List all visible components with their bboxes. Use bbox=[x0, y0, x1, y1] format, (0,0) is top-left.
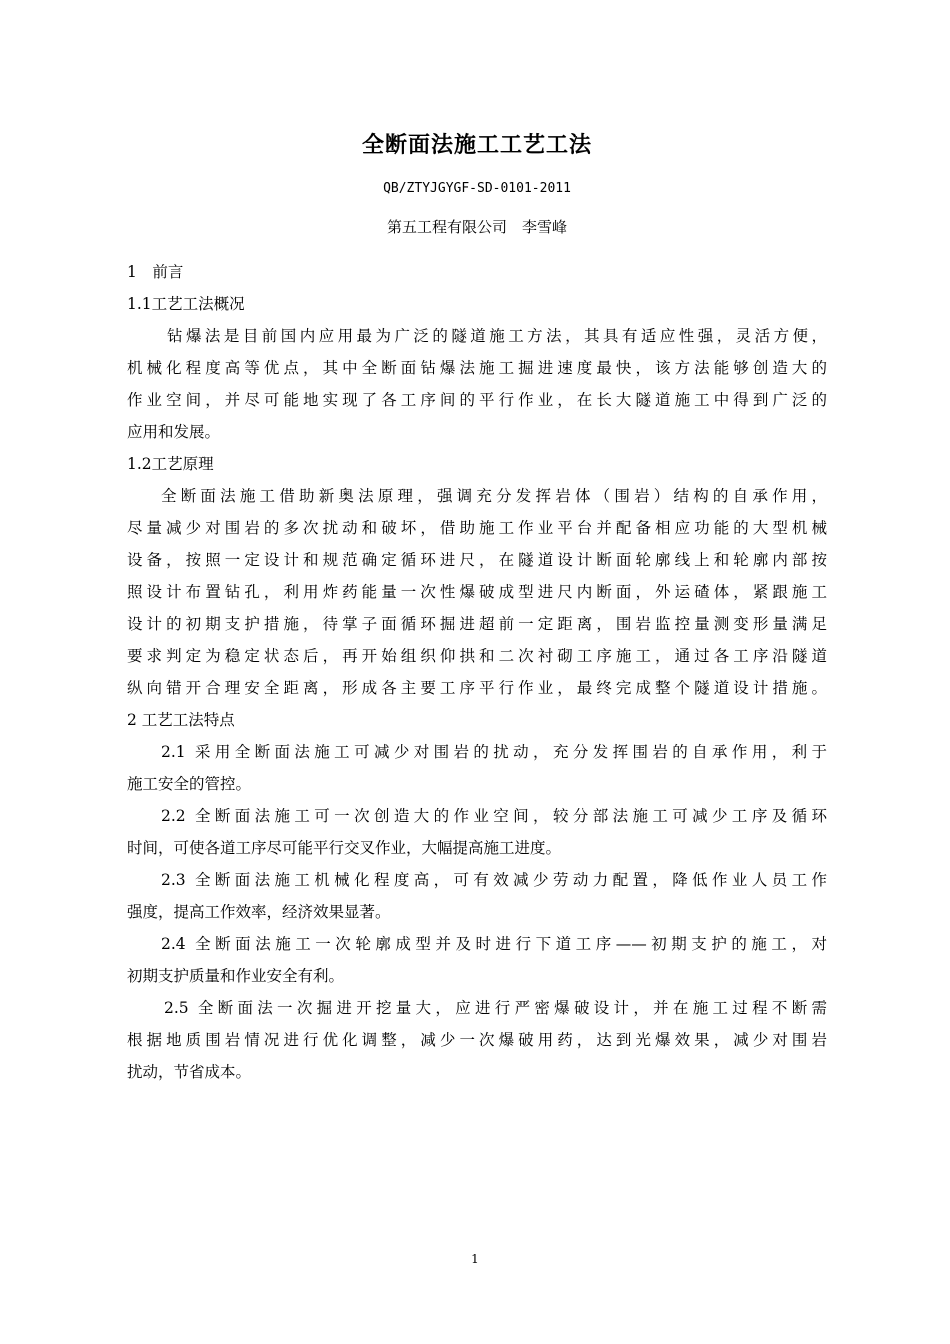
paragraph-line: 施工安全的管控。 bbox=[127, 775, 252, 793]
paragraph-line: 2.3 全断面法施工机械化程度高，可有效减少劳动力配置，降低作业人员工作 bbox=[161, 871, 827, 889]
paragraph-line: 作业空间，并尽可能地实现了各工序间的平行作业，在长大隧道施工中得到广泛的 bbox=[127, 391, 827, 409]
paragraph-line: 全断面法施工借助新奥法原理，强调充分发挥岩体（围岩）结构的自承作用， bbox=[161, 487, 827, 505]
paragraph-line: 设计的初期支护措施，待掌子面循环掘进超前一定距离，围岩监控量测变形量满足 bbox=[127, 615, 827, 633]
paragraph-line: 2.5 全断面法一次掘进开挖量大，应进行严密爆破设计，并在施工过程不断需 bbox=[164, 999, 827, 1017]
paragraph-line: 根据地质围岩情况进行优化调整，减少一次爆破用药，达到光爆效果，减少对围岩 bbox=[127, 1031, 827, 1049]
section-2-2-paragraph bbox=[127, 800, 827, 864]
paragraph-line: 2.4 全断面法施工一次轮廓成型并及时进行下道工序——初期支护的施工，对 bbox=[161, 935, 827, 953]
page-number: 1 bbox=[471, 1252, 479, 1266]
author-line: 第五工程有限公司 李雪峰 bbox=[386, 218, 567, 236]
paragraph-line: 强度，提高工作效率，经济效果显著。 bbox=[127, 903, 391, 921]
paragraph-line: 纵向错开合理安全距离，形成各主要工序平行作业，最终完成整个隧道设计措施。 bbox=[127, 679, 827, 697]
section-1-2-paragraph bbox=[127, 480, 827, 704]
document-title: 全断面法施工工艺工法 bbox=[361, 133, 592, 158]
paragraph-line: 初期支护质量和作业安全有利。 bbox=[127, 967, 345, 985]
document-body bbox=[127, 256, 827, 1088]
section-2-4-paragraph bbox=[127, 928, 827, 992]
paragraph-line: 2.1 采用全断面法施工可减少对围岩的扰动，充分发挥围岩的自承作用，利于 bbox=[161, 743, 827, 761]
section-2-3-paragraph bbox=[127, 864, 827, 928]
section-2-heading: 2 工艺工法特点 bbox=[127, 711, 235, 729]
paragraph-line: 应用和发展。 bbox=[127, 423, 221, 441]
paragraph-line: 钻爆法是目前国内应用最为广泛的隧道施工方法，其具有适应性强，灵活方便， bbox=[167, 327, 827, 345]
section-2-5-paragraph bbox=[127, 992, 827, 1088]
paragraph-line: 机械化程度高等优点，其中全断面钻爆法施工掘进速度最快，该方法能够创造大的 bbox=[127, 359, 827, 377]
paragraph-line: 要求判定为稳定状态后，再开始组织仰拱和二次衬砌工序施工，通过各工序沿隧道 bbox=[127, 647, 827, 665]
paragraph-line: 设备，按照一定设计和规范确定循环进尺，在隧道设计断面轮廓线上和轮廓内部按 bbox=[127, 551, 827, 569]
standard-code: QB/ZTYJGYGF-SD-0101-2011 bbox=[383, 181, 571, 196]
section-2-1-paragraph bbox=[127, 736, 827, 800]
section-1-2-heading: 1.2工艺原理 bbox=[127, 455, 214, 473]
section-1-1-heading: 1.1工艺工法概况 bbox=[127, 295, 245, 313]
section-1-heading: 1 前言 bbox=[127, 263, 184, 281]
paragraph-line: 2.2 全断面法施工可一次创造大的作业空间，较分部法施工可减少工序及循环 bbox=[161, 807, 827, 825]
paragraph-line: 时间，可使各道工序尽可能平行交叉作业，大幅提高施工进度。 bbox=[127, 839, 562, 857]
paragraph-line: 扰动，节省成本。 bbox=[127, 1063, 252, 1081]
paragraph-line: 尽量减少对围岩的多次扰动和破坏，借助施工作业平台并配备相应功能的大型机械 bbox=[127, 519, 827, 537]
paragraph-line: 照设计布置钻孔，利用炸药能量一次性爆破成型进尺内断面，外运碴体，紧跟施工 bbox=[127, 583, 827, 601]
section-1-1-paragraph bbox=[127, 320, 827, 448]
